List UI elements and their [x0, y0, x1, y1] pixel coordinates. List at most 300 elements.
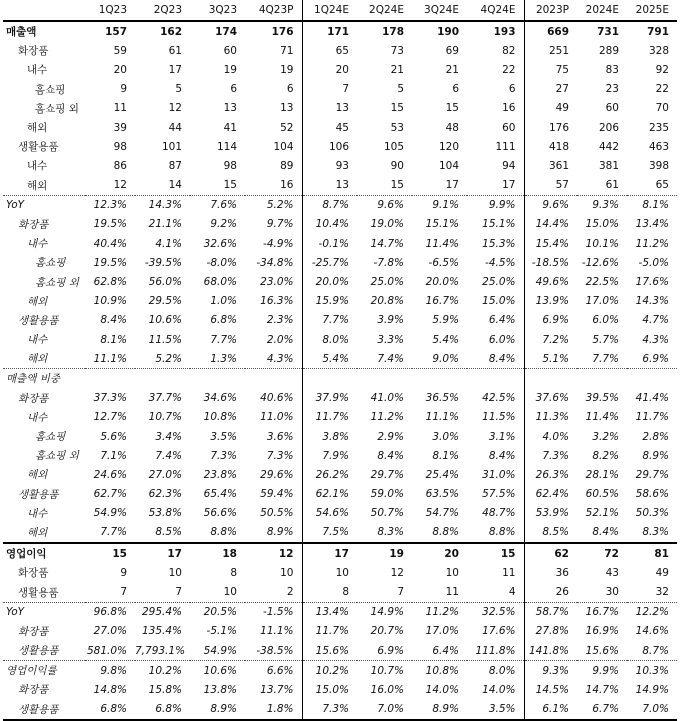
- row-label: 화장품: [18, 684, 49, 697]
- table-row: [3, 602, 677, 622]
- table-row: [3, 349, 677, 369]
- value-cell: 11.5%: [148, 333, 182, 346]
- value-cell: -0.1%: [318, 237, 349, 250]
- value-cell: 6: [467, 80, 524, 99]
- value-cell: 8.3%: [377, 526, 404, 539]
- row-label: 해외: [27, 295, 48, 308]
- value-cell: 96.8%: [85, 602, 135, 622]
- table-row: [3, 485, 677, 504]
- value-cell: 5.6%: [100, 430, 127, 443]
- value-cell: 12: [168, 102, 182, 115]
- value-cell: 5.7%: [592, 333, 619, 346]
- column-header: 2025E: [635, 4, 669, 16]
- value-cell: 15.9%: [315, 295, 349, 308]
- value-cell: 81: [627, 543, 677, 563]
- value-cell: [357, 369, 412, 389]
- value-cell: 3.4%: [155, 430, 182, 443]
- table-row: [3, 700, 677, 720]
- value-cell: 11.7%: [315, 411, 349, 424]
- value-cell: [412, 369, 467, 389]
- table-row: [3, 195, 677, 215]
- value-cell: 2.9%: [377, 430, 404, 443]
- value-cell: 10.8%: [412, 661, 467, 681]
- value-cell: 8.1%: [432, 449, 459, 462]
- value-cell: 26.2%: [315, 468, 349, 481]
- value-cell: 141.8%: [528, 644, 569, 657]
- value-cell: 176: [245, 21, 302, 41]
- value-cell: 10.1%: [585, 237, 619, 250]
- value-cell: 30: [605, 586, 619, 599]
- value-cell: 7.0%: [357, 700, 412, 720]
- value-cell: 17.0%: [425, 625, 459, 638]
- value-cell: 16.0%: [370, 683, 404, 696]
- value-cell: 27.0%: [148, 468, 182, 481]
- row-label: 생활용품: [18, 586, 59, 599]
- value-cell: 15: [390, 179, 404, 192]
- value-cell: 6.1%: [524, 700, 577, 720]
- value-cell: 25.0%: [467, 272, 524, 291]
- value-cell: 20.8%: [370, 295, 404, 308]
- value-cell: 8.2%: [592, 449, 619, 462]
- value-cell: 15.6%: [585, 644, 619, 657]
- value-cell: 19.0%: [370, 218, 404, 231]
- value-cell: 2.8%: [642, 430, 669, 443]
- row-label: 홈쇼핑: [35, 431, 66, 444]
- value-cell: 15: [445, 102, 459, 115]
- value-cell: 59.4%: [245, 485, 302, 504]
- value-cell: 8.9%: [190, 700, 245, 720]
- row-label: 화장품: [18, 392, 49, 405]
- value-cell: 6: [245, 80, 302, 99]
- value-cell: 13.4%: [302, 602, 357, 622]
- value-cell: 9: [120, 83, 127, 96]
- value-cell: 6: [230, 83, 237, 96]
- value-cell: 22: [467, 60, 524, 79]
- value-cell: 7.3%: [542, 449, 569, 462]
- value-cell: 176: [548, 121, 569, 134]
- table-row: [3, 389, 677, 408]
- value-cell: 28.1%: [585, 468, 619, 481]
- value-cell: 65.4%: [203, 488, 237, 501]
- row-label: 해외: [27, 122, 48, 135]
- value-cell: 62.1%: [315, 488, 349, 501]
- value-cell: 1.3%: [210, 352, 237, 365]
- value-cell: 9.6%: [524, 195, 577, 215]
- value-cell: 68.0%: [203, 276, 237, 289]
- value-cell: 11: [467, 563, 524, 582]
- value-cell: 11.5%: [467, 408, 524, 427]
- value-cell: 11.1%: [425, 411, 459, 424]
- value-cell: 92: [655, 63, 669, 76]
- value-cell: 23.0%: [245, 272, 302, 291]
- value-cell: 10: [168, 566, 182, 579]
- value-cell: 11.3%: [535, 411, 569, 424]
- value-cell: 8.7%: [642, 644, 669, 657]
- value-cell: 19.5%: [93, 256, 127, 269]
- value-cell: 60: [467, 118, 524, 137]
- table-row: [3, 641, 677, 661]
- value-cell: 60: [223, 44, 237, 57]
- table-row: [3, 137, 677, 156]
- value-cell: 54.9%: [203, 644, 237, 657]
- value-cell: 14.5%: [535, 683, 569, 696]
- value-cell: 251: [548, 44, 569, 57]
- value-cell: 669: [547, 25, 569, 38]
- value-cell: 16.7%: [577, 602, 627, 622]
- value-cell: 8.8%: [210, 526, 237, 539]
- value-cell: 6.9%: [377, 644, 404, 657]
- column-header: 4Q24E: [467, 0, 524, 21]
- table-row: [3, 215, 677, 234]
- value-cell: 61: [605, 179, 619, 192]
- value-cell: 19.5%: [93, 218, 127, 231]
- value-cell: 11.2%: [412, 602, 467, 622]
- row-label: 화장품: [18, 625, 49, 638]
- value-cell: 45: [335, 121, 349, 134]
- value-cell: 2.3%: [245, 311, 302, 330]
- value-cell: 29.7%: [370, 468, 404, 481]
- column-header: 2023P: [535, 4, 569, 16]
- value-cell: 17: [168, 63, 182, 76]
- table-row: [3, 80, 677, 99]
- value-cell: 8.0%: [322, 333, 349, 346]
- table-row: [3, 504, 677, 523]
- value-cell: 9.3%: [577, 195, 627, 215]
- value-cell: 111.8%: [467, 641, 524, 661]
- value-cell: 37.3%: [93, 392, 127, 405]
- row-label: 화장품: [18, 567, 49, 580]
- row-label: 내수: [27, 238, 48, 251]
- value-cell: 9.6%: [357, 195, 412, 215]
- value-cell: 52: [245, 118, 302, 137]
- value-cell: 178: [382, 25, 404, 38]
- value-cell: 14.0%: [467, 680, 524, 699]
- table-row: [3, 176, 677, 196]
- table-row: [3, 680, 677, 699]
- value-cell: 6.8%: [135, 700, 190, 720]
- value-cell: 190: [437, 25, 459, 38]
- value-cell: 37.9%: [315, 392, 349, 405]
- value-cell: 171: [327, 25, 349, 38]
- value-cell: 6.9%: [642, 352, 669, 365]
- row-label: 내수: [27, 334, 48, 347]
- value-cell: 13.7%: [245, 680, 302, 699]
- value-cell: 34.6%: [203, 392, 237, 405]
- value-cell: 75: [555, 63, 569, 76]
- value-cell: 49: [655, 566, 669, 579]
- value-cell: 8.9%: [245, 523, 302, 543]
- column-header: 4Q23P: [245, 0, 302, 21]
- value-cell: 94: [467, 156, 524, 175]
- value-cell: 7: [175, 586, 182, 599]
- value-cell: 13: [335, 179, 349, 192]
- value-cell: 2: [245, 582, 302, 602]
- value-cell: 120: [438, 140, 459, 153]
- value-cell: 11: [113, 102, 127, 115]
- value-cell: 3.8%: [322, 430, 349, 443]
- value-cell: 11.7%: [315, 625, 349, 638]
- value-cell: [524, 369, 577, 389]
- value-cell: -39.5%: [144, 256, 182, 269]
- value-cell: 41.4%: [635, 392, 669, 405]
- value-cell: 41.0%: [370, 392, 404, 405]
- value-cell: 43: [605, 566, 619, 579]
- value-cell: 62.8%: [93, 276, 127, 289]
- value-cell: 71: [245, 41, 302, 60]
- value-cell: 7.2%: [542, 333, 569, 346]
- value-cell: 41: [223, 121, 237, 134]
- value-cell: 12: [245, 543, 302, 563]
- value-cell: -1.5%: [245, 602, 302, 622]
- table-row: [3, 369, 677, 389]
- value-cell: 7.9%: [322, 449, 349, 462]
- table-row: [3, 408, 677, 427]
- value-cell: 1.0%: [210, 295, 237, 308]
- value-cell: 53.9%: [535, 507, 569, 520]
- value-cell: 15.6%: [315, 644, 349, 657]
- table-row: [3, 253, 677, 272]
- value-cell: [135, 369, 190, 389]
- table-row: [3, 465, 677, 484]
- value-cell: 361: [548, 159, 569, 172]
- value-cell: 15.0%: [467, 292, 524, 311]
- value-cell: 14.9%: [635, 683, 669, 696]
- value-cell: 398: [648, 159, 669, 172]
- value-cell: 44: [168, 121, 182, 134]
- value-cell: 7.1%: [100, 449, 127, 462]
- value-cell: 6.9%: [542, 314, 569, 327]
- value-cell: 162: [160, 25, 182, 38]
- value-cell: 54.9%: [93, 507, 127, 520]
- table-row: [3, 446, 677, 465]
- value-cell: 135.4%: [141, 625, 182, 638]
- value-cell: 21: [445, 63, 459, 76]
- column-header: 2024E: [585, 4, 619, 16]
- value-cell: 10.7%: [357, 661, 412, 681]
- table-row: [3, 60, 677, 79]
- value-cell: 29.5%: [148, 295, 182, 308]
- value-cell: 2.0%: [245, 330, 302, 349]
- row-label: 생활용품: [3, 700, 85, 720]
- value-cell: 11: [445, 586, 459, 599]
- value-cell: 57: [555, 179, 569, 192]
- value-cell: 10.3%: [627, 661, 677, 681]
- value-cell: -34.8%: [245, 253, 302, 272]
- value-cell: 21: [390, 63, 404, 76]
- value-cell: 15: [85, 543, 135, 563]
- value-cell: 32.6%: [203, 237, 237, 250]
- value-cell: 40.6%: [245, 389, 302, 408]
- row-label: YoY: [3, 195, 85, 215]
- value-cell: 8.1%: [627, 195, 677, 215]
- value-cell: 83: [605, 63, 619, 76]
- value-cell: 13.9%: [535, 295, 569, 308]
- value-cell: 9.3%: [524, 661, 577, 681]
- value-cell: 6.8%: [210, 314, 237, 327]
- value-cell: 31.0%: [467, 465, 524, 484]
- value-cell: [577, 369, 627, 389]
- value-cell: -18.5%: [531, 256, 569, 269]
- value-cell: 42.5%: [467, 389, 524, 408]
- value-cell: 17.6%: [467, 622, 524, 641]
- value-cell: 14.3%: [135, 195, 190, 215]
- row-label: 해외: [27, 469, 48, 482]
- value-cell: 62.4%: [535, 488, 569, 501]
- value-cell: 8.0%: [467, 661, 524, 681]
- value-cell: 9.9%: [467, 195, 524, 215]
- value-cell: 9.8%: [85, 661, 135, 681]
- value-cell: 16: [245, 176, 302, 196]
- value-cell: 73: [390, 44, 404, 57]
- table-row: [3, 427, 677, 446]
- value-cell: 37.7%: [148, 392, 182, 405]
- value-cell: 9.0%: [432, 352, 459, 365]
- value-cell: 23.8%: [203, 468, 237, 481]
- table-row: [3, 661, 677, 681]
- value-cell: 36.5%: [425, 392, 459, 405]
- value-cell: 59.0%: [370, 488, 404, 501]
- value-cell: 14.6%: [635, 625, 669, 638]
- value-cell: 7.3%: [210, 449, 237, 462]
- value-cell: 20.0%: [425, 276, 459, 289]
- value-cell: 101: [161, 140, 182, 153]
- row-label: 홈쇼핑 외: [35, 450, 79, 463]
- value-cell: -7.8%: [373, 256, 404, 269]
- value-cell: 21.1%: [148, 218, 182, 231]
- row-label: 홈쇼핑 외: [35, 102, 79, 115]
- value-cell: 65: [655, 179, 669, 192]
- value-cell: 442: [598, 140, 619, 153]
- row-label: 화장품: [18, 218, 49, 231]
- value-cell: 13: [245, 99, 302, 118]
- value-cell: 56.6%: [203, 507, 237, 520]
- value-cell: 13.4%: [635, 218, 669, 231]
- value-cell: 8.5%: [542, 526, 569, 539]
- value-cell: 418: [548, 140, 569, 153]
- value-cell: 1.8%: [245, 700, 302, 720]
- value-cell: 49: [555, 102, 569, 115]
- value-cell: 17: [467, 176, 524, 196]
- value-cell: 19: [357, 543, 412, 563]
- value-cell: 5.4%: [432, 333, 459, 346]
- value-cell: 3.0%: [432, 430, 459, 443]
- value-cell: 14.9%: [357, 602, 412, 622]
- value-cell: 87: [168, 159, 182, 172]
- value-cell: 15.1%: [425, 218, 459, 231]
- value-cell: 157: [105, 25, 127, 38]
- value-cell: [85, 369, 135, 389]
- value-cell: 11.4%: [425, 237, 459, 250]
- value-cell: 61: [168, 44, 182, 57]
- value-cell: 22: [655, 83, 669, 96]
- value-cell: 7: [342, 83, 349, 96]
- row-label: 생활용품: [18, 488, 59, 501]
- value-cell: 114: [216, 140, 237, 153]
- row-label: 생활용품: [18, 645, 59, 658]
- value-cell: 7.7%: [210, 333, 237, 346]
- value-cell: 9.7%: [245, 215, 302, 234]
- value-cell: 11.4%: [585, 411, 619, 424]
- value-cell: 9.2%: [210, 218, 237, 231]
- value-cell: 27.8%: [535, 625, 569, 638]
- value-cell: 8.4%: [100, 314, 127, 327]
- value-cell: 69: [445, 44, 459, 57]
- value-cell: 206: [598, 121, 619, 134]
- value-cell: 89: [245, 156, 302, 175]
- row-label: 해외: [27, 526, 48, 539]
- value-cell: 22.5%: [585, 276, 619, 289]
- value-cell: 6.4%: [467, 311, 524, 330]
- table-row: [3, 272, 677, 291]
- value-cell: 12.2%: [627, 602, 677, 622]
- value-cell: 9.9%: [577, 661, 627, 681]
- value-cell: 13.8%: [203, 683, 237, 696]
- table-row: [3, 41, 677, 60]
- row-label: 내수: [27, 507, 48, 520]
- value-cell: 86: [113, 159, 127, 172]
- value-cell: 3.2%: [592, 430, 619, 443]
- value-cell: 62.7%: [93, 488, 127, 501]
- value-cell: 70: [655, 102, 669, 115]
- value-cell: 10: [335, 566, 349, 579]
- value-cell: 39: [113, 121, 127, 134]
- value-cell: 14.3%: [635, 295, 669, 308]
- value-cell: 62: [524, 543, 577, 563]
- table-row: [3, 563, 677, 582]
- value-cell: 27.0%: [93, 625, 127, 638]
- value-cell: 106: [328, 140, 349, 153]
- value-cell: 60: [605, 102, 619, 115]
- value-cell: 19: [223, 63, 237, 76]
- value-cell: 9: [120, 566, 127, 579]
- value-cell: 8.7%: [302, 195, 357, 215]
- value-cell: 5.2%: [245, 195, 302, 215]
- value-cell: 4: [467, 582, 524, 602]
- value-cell: 14.7%: [370, 237, 404, 250]
- value-cell: 15.0%: [585, 218, 619, 231]
- value-cell: 36: [555, 566, 569, 579]
- table-body: [3, 21, 677, 720]
- value-cell: 98: [113, 140, 127, 153]
- value-cell: 53: [390, 121, 404, 134]
- table-row: [3, 543, 677, 563]
- value-cell: 12: [113, 179, 127, 192]
- value-cell: 104: [438, 159, 459, 172]
- value-cell: 50.7%: [370, 507, 404, 520]
- value-cell: 7.4%: [377, 352, 404, 365]
- value-cell: 15.3%: [467, 234, 524, 253]
- value-cell: 193: [467, 21, 524, 41]
- value-cell: 3.5%: [467, 700, 524, 720]
- value-cell: 15: [223, 179, 237, 192]
- value-cell: 27: [555, 83, 569, 96]
- row-label: 홈쇼핑 외: [35, 276, 79, 289]
- value-cell: 104: [245, 137, 302, 156]
- value-cell: 4.1%: [155, 237, 182, 250]
- value-cell: 381: [598, 159, 619, 172]
- value-cell: 20.5%: [190, 602, 245, 622]
- value-cell: 59: [113, 44, 127, 57]
- value-cell: 8.1%: [100, 333, 127, 346]
- value-cell: 7.4%: [155, 449, 182, 462]
- column-header: 1Q23: [98, 4, 127, 16]
- value-cell: 731: [597, 25, 619, 38]
- value-cell: 12.3%: [85, 195, 135, 215]
- value-cell: 19: [245, 60, 302, 79]
- value-cell: 791: [647, 25, 669, 38]
- value-cell: 15: [467, 543, 524, 563]
- value-cell: 98: [223, 159, 237, 172]
